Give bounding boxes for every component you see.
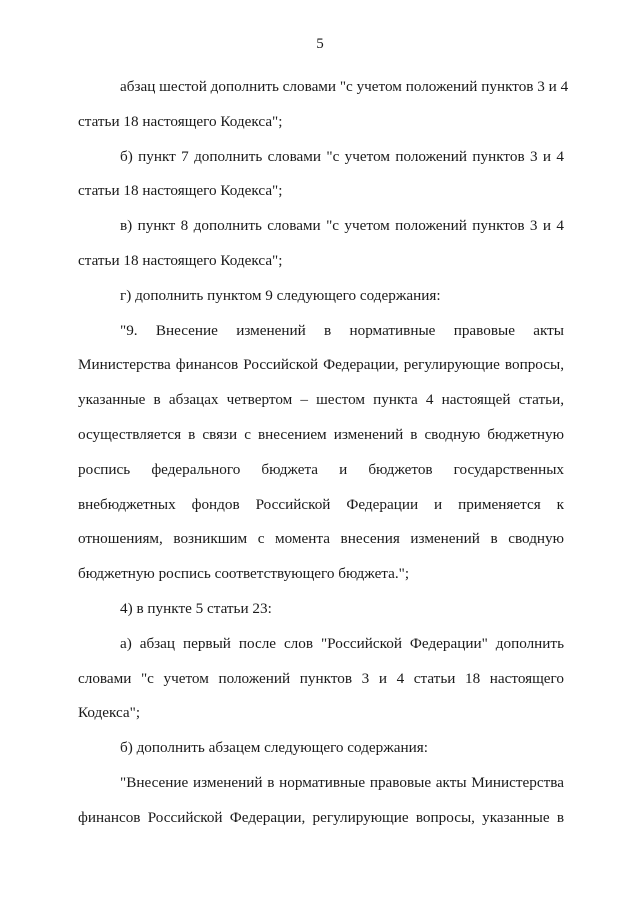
text-line: осуществляется в связи с внесением изменений в сводную бюджетную (78, 425, 564, 443)
text-line: отношениям, возникшим с момента внесения изменений в сводную (78, 530, 564, 548)
text-line: б) дополнить абзацем следующего содержания: (120, 739, 428, 757)
text-line: Кодекса"; (78, 704, 141, 722)
text-line: 4) в пункте 5 статьи 23: (120, 599, 272, 617)
text-line: г) дополнить пунктом 9 следующего содержания: (120, 286, 441, 304)
text-line: внебюджетных фондов Российской Федерации и применяется к (78, 495, 564, 513)
text-line: роспись федерального бюджета и бюджетов государственных (78, 460, 564, 478)
text-line: а) абзац первый после слов "Российской Федерации" дополнить (120, 634, 564, 652)
text-line: Министерства финансов Российской Федерации, регулирующие вопросы, (78, 356, 564, 374)
document-body (78, 70, 569, 836)
text-line: "Внесение изменений в нормативные правовые акты Министерства (120, 773, 564, 791)
text-line: статьи 18 настоящего Кодекса"; (78, 112, 283, 130)
text-line: статьи 18 настоящего Кодекса"; (78, 182, 283, 200)
text-line: указанные в абзацах четвертом – шестом пункта 4 настоящей статьи, (78, 391, 564, 409)
text-line: абзац шестой дополнить словами "с учетом положений пунктов 3 и 4 (120, 78, 569, 95)
text-line: б) пункт 7 дополнить словами "с учетом положений пунктов 3 и 4 (120, 147, 564, 165)
text-line: в) пункт 8 дополнить словами "с учетом положений пунктов 3 и 4 (120, 217, 564, 235)
text-line: "9. Внесение изменений в нормативные правовые акты (120, 321, 564, 339)
text-line: словами "с учетом положений пунктов 3 и 4 статьи 18 настоящего (78, 669, 564, 687)
text-line: бюджетную роспись соответствующего бюджета."; (78, 565, 410, 583)
text-line: финансов Российской Федерации, регулирующие вопросы, указанные в (78, 808, 564, 826)
page-number: 5 (316, 36, 324, 52)
text-line: статьи 18 настоящего Кодекса"; (78, 251, 283, 269)
